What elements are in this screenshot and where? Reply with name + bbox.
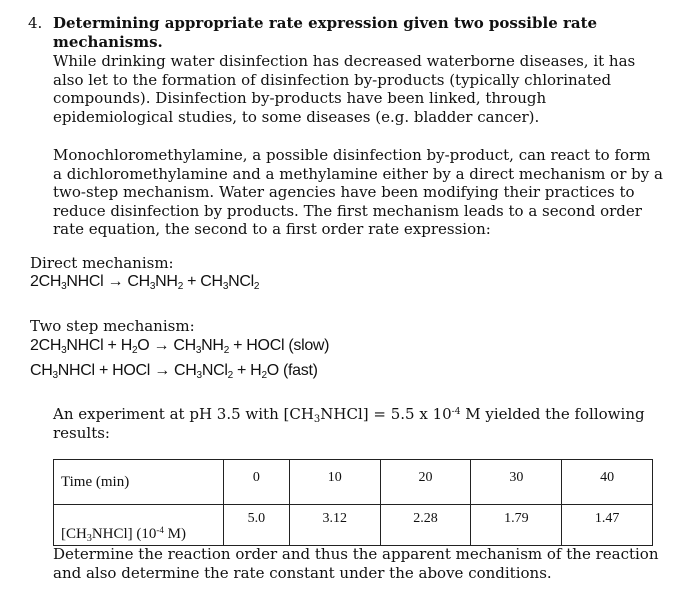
question-title: Determining appropriate rate expression given two possible rate mechanisms.: [53, 14, 598, 51]
question-number: 4.: [28, 14, 43, 32]
time-row: [54, 460, 653, 505]
time-cell: 0: [224, 460, 290, 505]
results-table: [53, 459, 653, 546]
time-cell: 40: [562, 460, 653, 505]
concentration-cell: 2.28: [380, 505, 471, 546]
time-header: Time (min): [54, 460, 224, 505]
final-question: Determine the reaction order and thus the apparent mechanism of the reaction and also determine the rate constant under the above conditions.: [53, 545, 659, 582]
time-cell: 10: [289, 460, 380, 505]
time-cell: 20: [380, 460, 471, 505]
two-step-mechanism-label: Two step mechanism:: [30, 317, 195, 335]
concentration-cell: 1.47: [562, 505, 653, 546]
direct-mechanism-label: Direct mechanism:: [30, 254, 174, 272]
two-step-equation-1: $2CH_3NHCl + H_2O \to CH_3NH_2$ + HOCl (slow): [30, 337, 330, 356]
paragraph-background: While drinking water disinfection has decreased waterborne diseases, it has also let to the formation of disinfection by-products (typically chlorinated compounds). Disinfection by-products have been linked, through epidemiological studies, to some diseases (e.g. bladder cancer).: [53, 52, 636, 126]
concentration-cell: 3.12: [289, 505, 380, 546]
concentration-header: $[CH_3NHCl]$ ($10^{-4}$ M): [54, 505, 224, 546]
paragraph-mechanisms: Monochloromethylamine, a possible disinfection by-product, can react to form a dichloromethylamine and a methylamine either by a direct mechanism or by a two-step mechanism. Water agencies have been modifying their practices to reduce disinfection by products. The first mechanism leads to a second order rate equation, the second to a first order rate expression:: [53, 146, 663, 238]
direct-mechanism-equation: $2CH_3NHCl \to CH_3NH_2 + CH_3NCl_2$: [30, 273, 260, 292]
concentration-cell: 5.0: [224, 505, 290, 546]
concentration-row: [54, 505, 653, 546]
concentration-cell: 1.79: [471, 505, 562, 546]
experiment-description: An experiment at pH 3.5 with $[CH_3NHCl] = 5.5$ x $10^{-4}$ M yielded the following results:: [53, 405, 645, 442]
time-cell: 30: [471, 460, 562, 505]
two-step-equation-2: $CH_3NHCl$ + HOCl → $CH_3NCl_2 + H_2O$ (fast): [30, 362, 318, 381]
